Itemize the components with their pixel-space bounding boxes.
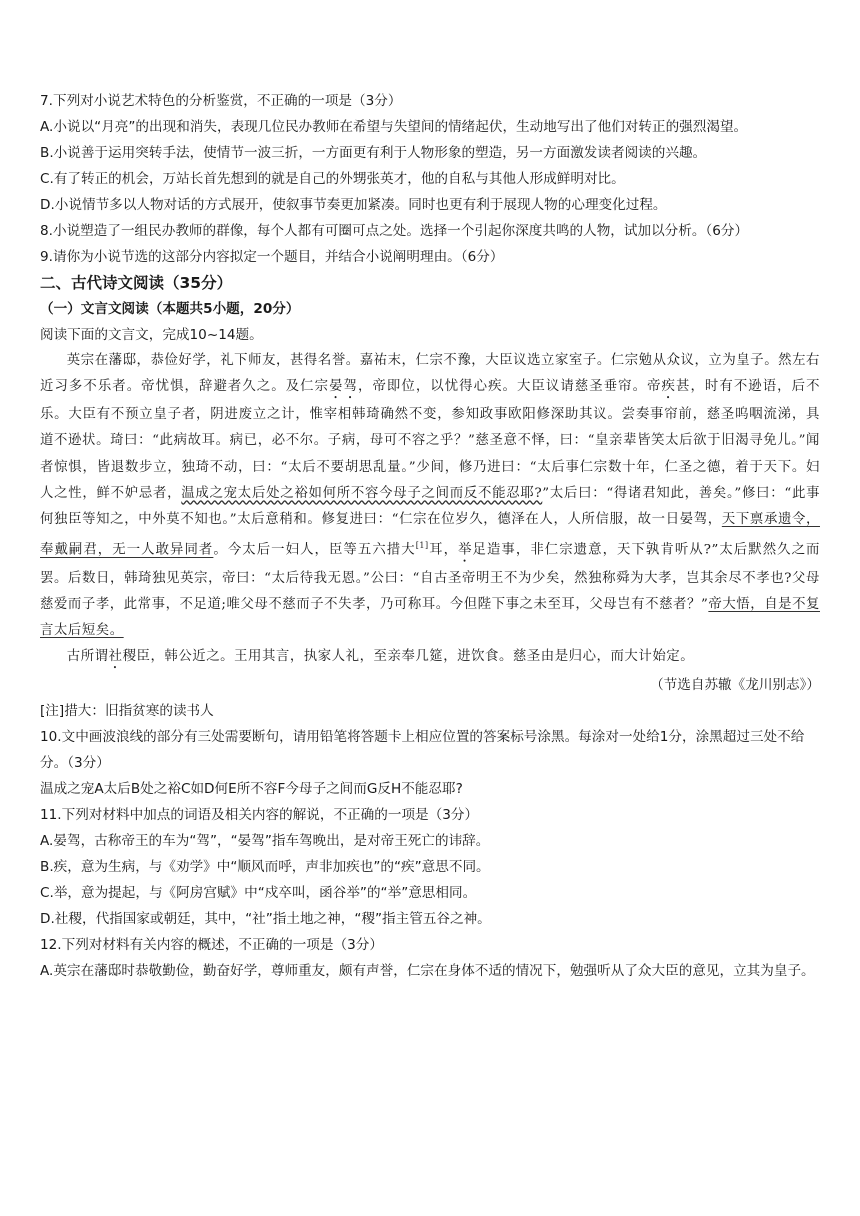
question-7-stem: 7.下列对小说艺术特色的分析鉴赏，不正确的一项是（3分） xyxy=(40,93,402,109)
passage-text: 。今太后一妇人，臣等五六措大 xyxy=(213,542,416,558)
section-heading-classical: 二、古代诗文阅读（35分） xyxy=(40,274,233,292)
exam-page xyxy=(40,88,820,984)
subsection-heading-prose: （一）文言文阅读（本题共5小题，20分） xyxy=(40,301,300,317)
question-10-sentence: 温成之宠A太后B处之裕C如D何E所不容F今母子之间而G反H不能忍耶? xyxy=(40,781,463,798)
question-11-option-b: B.疾，意为生病，与《劝学》中“顺风而呼，声非加疾也”的“疾”意思不同。 xyxy=(40,859,490,876)
dotted-word-yanjia: 晏驾 xyxy=(329,379,358,395)
passage-text: 稷臣，韩公近之。王用其言，执家人礼，至亲奉几筵，进饮食。慈圣由是归心，而大计始定。 xyxy=(122,649,695,665)
question-8: 8.小说塑造了一组民办教师的群像，每个人都有可圈可点之处。选择一个引起你深度共鸣的人物，试加以分析。（6分） xyxy=(40,223,749,239)
dotted-word-ji: 疾 xyxy=(661,379,676,395)
passage-text: 耳， xyxy=(428,542,459,558)
passage-text: ，帝即位，以忧得心疾。大臣议请慈圣垂帘。帝 xyxy=(358,379,662,395)
underlined-sentence-2: 帝大悟，自是不复言太后短矣。 xyxy=(40,596,820,639)
question-12-stem: 12.下列对材料有关内容的概述，不正确的一项是（3分） xyxy=(40,937,383,954)
underlined-sentence-1: 天下禀承遗令，奉戴嗣君，无一人敢异同者 xyxy=(40,512,820,558)
passage-text: ”太后曰：“得诸君知此，善矣。”修曰：“此事何独臣等知之，中外莫不知也。”太后意稍和。修复进曰：“仁宗在位岁久，德泽在人，人所信服，故一日晏驾， xyxy=(40,485,821,528)
passage-source: （节选自苏辙《龙川别志》） xyxy=(650,677,820,694)
question-11-option-d: D.社稷，代指国家或朝廷，其中，“社”指土地之神，“稷”指主管五谷之神。 xyxy=(40,911,491,928)
passage-text: 甚，时有不逊语，后不乐。大臣有不预立皇子者，阴进废立之计，惟宰相韩琦确然不变，参知政事欧阳修深助其议。尝奏事帘前，慈圣呜咽流涕，具道不逊状。琦曰：“此病故耳。病已，必不尔。子病，母可不容之乎？”慈圣意不怿，曰：“皇亲辈皆笑太后欲于旧渴寻免儿。”闻者惊惧，皆退数步立，独琦不动，曰：“太后不要胡思乱量。”少间，修乃进曰：“太后事仁宗数十年，仁圣之德，着于天下。妇人之性，鲜不妒忌者， xyxy=(40,379,821,501)
question-12-option-a: A.英宗在藩邸时恭敬勤俭，勤奋好学，尊师重友，颇有声誉，仁宗在身体不适的情况下，勉强听从了众大臣的意见，立其为皇子。 xyxy=(40,963,815,980)
wavy-underlined-sentence: 温成之宠太后处之裕如何所不容今母子之间而反不能忍耶? xyxy=(181,485,543,501)
dotted-word-ju: 举 xyxy=(458,542,473,558)
question-11-option-c: C.举，意为提起，与《阿房宫赋》中“戍卒叫，函谷举”的“举”意思相同。 xyxy=(40,885,477,902)
passage-text: 古所谓 xyxy=(66,649,109,665)
passage-text: 足造事，非仁宗遗意，天下孰肯听从?”太后默然久之而罢。后数日，韩琦独见英宗，帝曰：“太后待我无恩。”公曰：“自古圣帝明王不为少矣，然独称舜为大孝，岂其余尽不孝也?父母慈爱而子孝，此常事，不足道;唯父母不慈而子不失孝，乃可称耳。今但陛下事之未至耳，父母岂有不慈者？” xyxy=(40,542,820,612)
question-9: 9.请你为小说节选的这部分内容拟定一个题目，并结合小说阐明理由。（6分） xyxy=(40,249,504,265)
question-10-stem: 10.文中画波浪线的部分有三处需要断句，请用铅笔将答题卡上相应位置的答案标号涂黑。每涂对一处给1分，涂黑超过三处不给分。（3分） xyxy=(40,729,805,772)
question-7-option-c: C.有了转正的机会，万站长首先想到的就是自己的外甥张英才，他的自私与其他人形成鲜明对比。 xyxy=(40,171,625,187)
passage-paragraph-2 xyxy=(40,644,820,672)
question-7-option-a: A.小说以“月亮”的出现和消失，表现几位民办教师在希望与失望间的情绪起伏，生动地写出了他们对转正的强烈渴望。 xyxy=(40,119,748,135)
question-7-option-d: D.小说情节多以人物对话的方式展开，使叙事节奏更加紧凑。同时也更有利于展现人物的心理变化过程。 xyxy=(40,197,667,213)
passage-text: 英宗在藩邸，恭俭好学，礼下师友，甚得名誉。嘉祐末，仁宗不豫，大臣议选立家室子。仁宗勉从众议，立为皇子。然左右近习多不乐者。帝忧惧，辞避者久之。及仁宗 xyxy=(40,353,820,395)
question-7-option-b: B.小说善于运用突转手法，使情节一波三折，一方面更有利于人物形象的塑造，另一方面激发读者阅读的兴趣。 xyxy=(40,145,707,161)
question-11-stem: 11.下列对材料中加点的词语及相关内容的解说，不正确的一项是（3分） xyxy=(40,807,479,824)
reading-instruction: 阅读下面的文言文，完成10~14题。 xyxy=(40,327,263,343)
footnote-annotation: [注]措大：旧指贫寒的读书人 xyxy=(40,703,214,720)
dotted-word-she: 社 xyxy=(108,649,123,665)
footnote-marker: [1] xyxy=(415,541,429,551)
question-11-option-a: A.晏驾，古称帝王的车为“驾”，“晏驾”指车驾晚出，是对帝王死亡的讳辞。 xyxy=(40,833,490,850)
passage-paragraph-1 xyxy=(40,348,820,644)
